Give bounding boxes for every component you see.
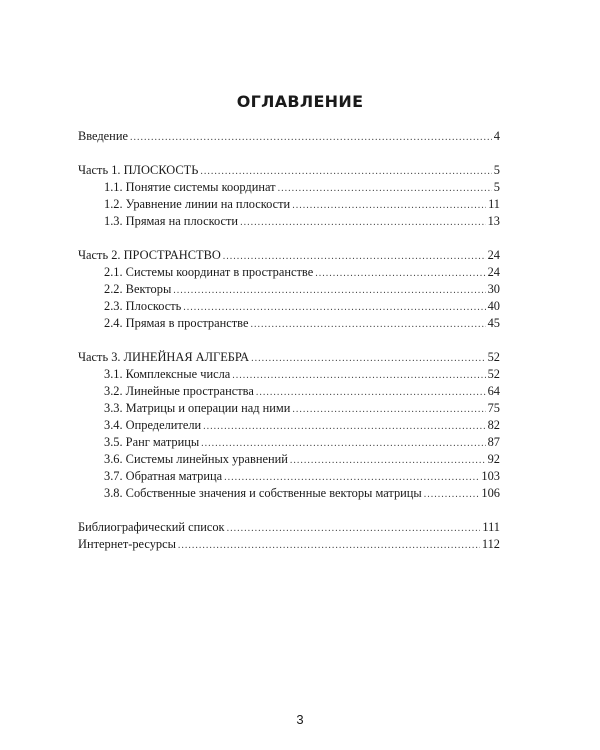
- toc-entry-part-1: [78, 162, 500, 179]
- toc-entry-label: Часть 2. ПРОСТРАНСТВО: [78, 248, 221, 262]
- toc-entry-label: 1.1. Понятие системы координат: [104, 180, 276, 194]
- toc-leader-dots: [292, 197, 486, 214]
- toc-entry-3-8: [78, 485, 500, 502]
- toc-leader-dots: [173, 282, 485, 299]
- toc-entry-page: 40: [487, 299, 500, 313]
- toc-entry-label: 2.2. Векторы: [104, 282, 172, 296]
- toc-leader-dots: [223, 248, 486, 265]
- toc-spacer: [78, 230, 500, 247]
- toc-leader-dots: [224, 469, 479, 486]
- toc-entry-page: 82: [487, 418, 500, 432]
- toc-leader-dots: [424, 486, 480, 503]
- toc-entry-label: 3.7. Обратная матрица: [104, 469, 223, 483]
- toc-entry-part-3: [78, 349, 500, 366]
- toc-entry-page: 87: [487, 435, 500, 449]
- toc-entry-3-1: [78, 366, 500, 383]
- toc-entry-1-3: [78, 213, 500, 230]
- toc-entry-2-2: [78, 281, 500, 298]
- toc-entry-label: 3.6. Системы линейных уравнений: [104, 452, 288, 466]
- toc-leader-dots: [232, 367, 485, 384]
- toc-entry-page: 112: [481, 537, 500, 551]
- toc-leader-dots: [250, 316, 485, 333]
- toc-entry-1-1: [78, 179, 500, 196]
- toc-entry-page: 92: [487, 452, 500, 466]
- toc-entry-label: 2.3. Плоскость: [104, 299, 182, 313]
- toc-entry-label: Интернет-ресурсы: [78, 537, 176, 551]
- toc-leader-dots: [130, 129, 492, 146]
- toc-leader-dots: [203, 418, 485, 435]
- toc-leader-dots: [256, 384, 486, 401]
- toc-entry-label: 1.2. Уравнение линии на плоскости: [104, 197, 291, 211]
- page-title: ОГЛАВЛЕНИЕ: [236, 92, 364, 111]
- toc-spacer: [78, 502, 500, 519]
- toc-entry-page: 11: [488, 197, 500, 211]
- toc-entry-2-4: [78, 315, 500, 332]
- toc-entry-label: 3.4. Определители: [104, 418, 202, 432]
- toc-entry-label: 3.8. Собственные значения и собственные векторы матрицы: [104, 486, 422, 500]
- toc-entry-page: 111: [482, 520, 500, 534]
- toc-entry-2-3: [78, 298, 500, 315]
- toc-entry-page: 24: [487, 265, 500, 279]
- toc-entry-label: 2.4. Прямая в пространстве: [104, 316, 249, 330]
- toc-leader-dots: [183, 299, 485, 316]
- toc-entry-page: 106: [481, 486, 500, 500]
- toc-entry-3-3: [78, 400, 500, 417]
- toc-leader-dots: [278, 180, 492, 197]
- toc-entry-label: Библиографический список: [78, 520, 225, 534]
- toc-entry-page: 52: [487, 367, 500, 381]
- toc-entry-page: 45: [487, 316, 500, 330]
- page-number: 3: [296, 712, 304, 727]
- toc-spacer: [78, 332, 500, 349]
- toc-entry-page: 24: [487, 248, 500, 262]
- toc-entry-internet-resources: [78, 536, 500, 553]
- toc-entry-label: 3.5. Ранг матрицы: [104, 435, 200, 449]
- toc-entry-page: 64: [487, 384, 500, 398]
- toc-leader-dots: [315, 265, 485, 282]
- toc-leader-dots: [200, 163, 491, 180]
- toc-entry-label: 1.3. Прямая на плоскости: [104, 214, 239, 228]
- toc-entry-3-6: [78, 451, 500, 468]
- toc-entry-introduction: [78, 128, 500, 145]
- table-of-contents: [78, 128, 500, 553]
- toc-entry-page: 52: [487, 350, 500, 364]
- toc-entry-2-1: [78, 264, 500, 281]
- toc-entry-page: 4: [493, 129, 500, 143]
- toc-entry-3-4: [78, 417, 500, 434]
- toc-entry-part-2: [78, 247, 500, 264]
- toc-entry-label: 2.1. Системы координат в пространстве: [104, 265, 314, 279]
- toc-entry-page: 103: [481, 469, 500, 483]
- toc-leader-dots: [227, 520, 481, 537]
- toc-leader-dots: [178, 537, 480, 554]
- toc-leader-dots: [201, 435, 485, 452]
- toc-entry-label: 3.3. Матрицы и операции над ними: [104, 401, 291, 415]
- toc-entry-label: 3.2. Линейные пространства: [104, 384, 254, 398]
- toc-entry-3-2: [78, 383, 500, 400]
- toc-leader-dots: [290, 452, 486, 469]
- toc-leader-dots: [292, 401, 485, 418]
- toc-entry-label: Часть 1. ПЛОСКОСТЬ: [78, 163, 199, 177]
- toc-entry-label: Введение: [78, 129, 128, 143]
- toc-leader-dots: [251, 350, 485, 367]
- toc-entry-3-5: [78, 434, 500, 451]
- toc-entry-3-7: [78, 468, 500, 485]
- toc-entry-1-2: [78, 196, 500, 213]
- toc-entry-page: 13: [487, 214, 500, 228]
- toc-entry-page: 5: [493, 180, 500, 194]
- toc-entry-page: 5: [493, 163, 500, 177]
- toc-entry-bibliography: [78, 519, 500, 536]
- toc-spacer: [78, 145, 500, 162]
- toc-entry-label: Часть 3. ЛИНЕЙНАЯ АЛГЕБРА: [78, 350, 250, 364]
- toc-leader-dots: [240, 214, 486, 231]
- toc-entry-page: 75: [487, 401, 500, 415]
- toc-entry-page: 30: [487, 282, 500, 296]
- toc-entry-label: 3.1. Комплексные числа: [104, 367, 231, 381]
